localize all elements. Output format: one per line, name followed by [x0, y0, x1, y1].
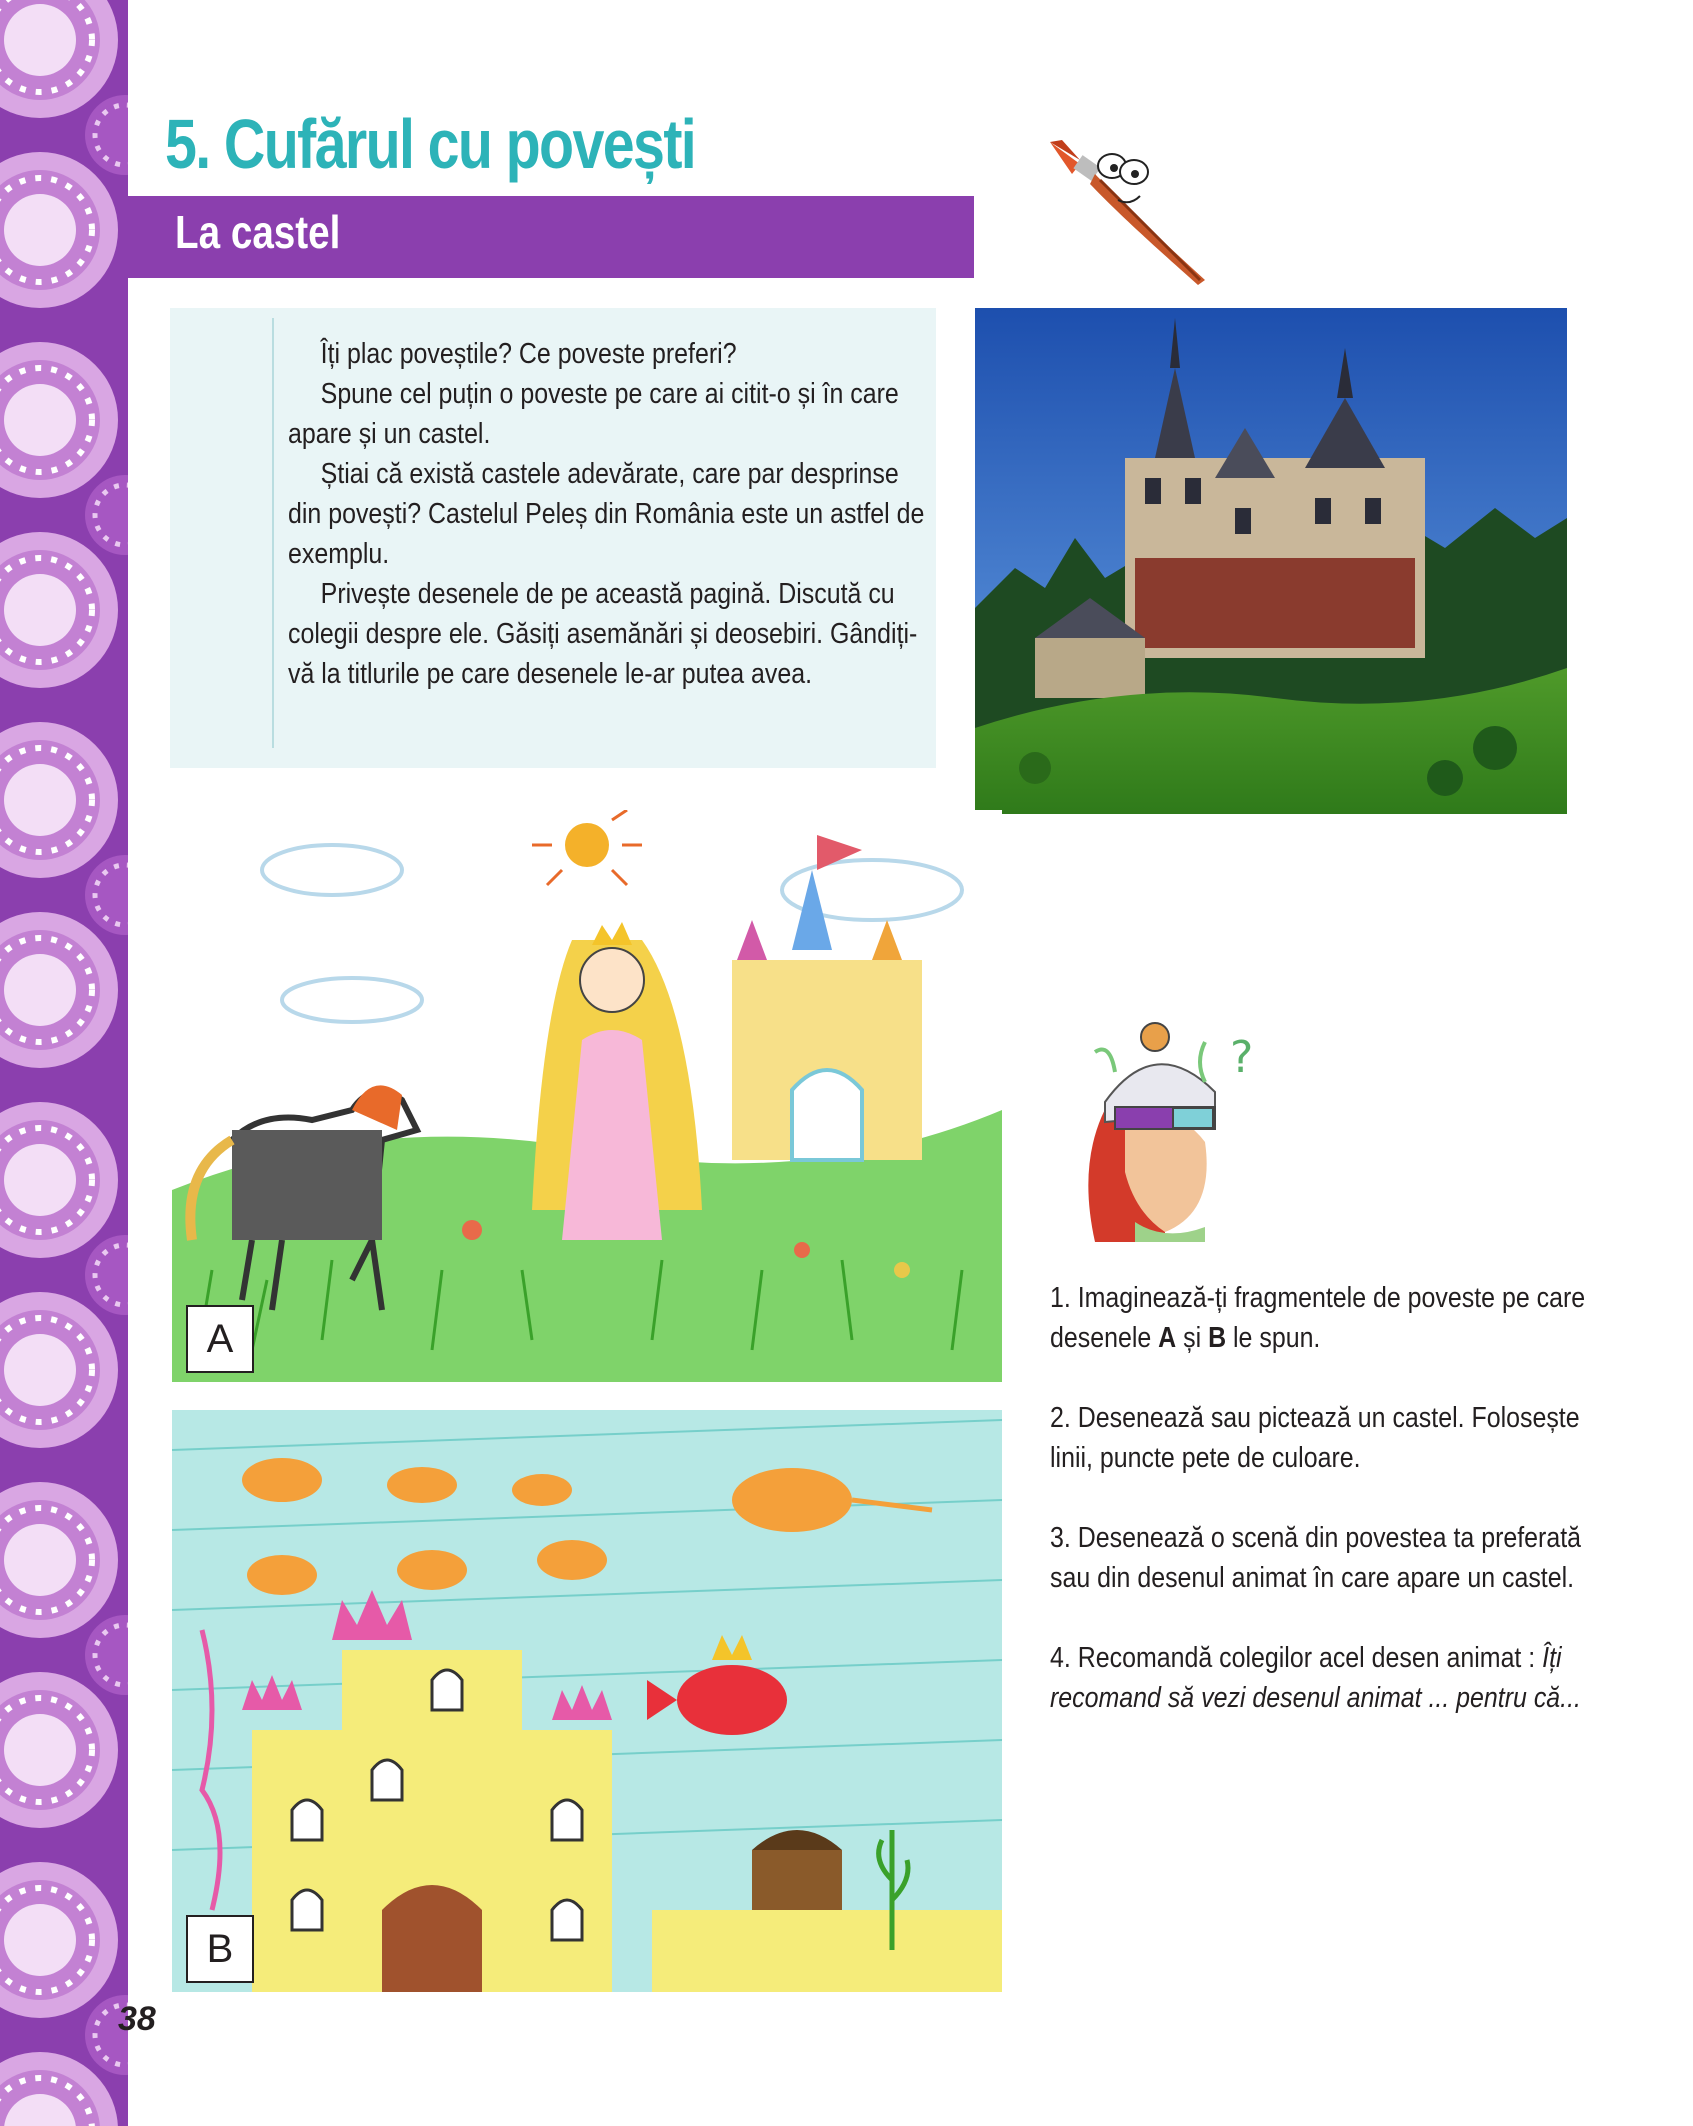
decorative-strip [0, 0, 128, 2126]
task-item: 3. Desenează o scenă din povestea ta preferată sau din desenul animat în care apare un castel. [1050, 1522, 1582, 1594]
section-subtitle: La castel [175, 206, 341, 258]
intro-paragraph: Știai că există castele adevărate, care par desprinse din povești? Castelul Peleș din România este un astfel de exemplu. [288, 458, 925, 570]
paintbrush-mascot-icon [1040, 130, 1220, 295]
task-item: 1. Imaginează-ți fragmentele de poveste pe care desenele A și B le spun. [1050, 1282, 1586, 1354]
intro-divider-line [272, 318, 274, 748]
peles-castle-photo [975, 308, 1567, 814]
thinking-girl-icon [1055, 1012, 1275, 1247]
intro-paragraph: Privește desenele de pe această pagină. Discută cu colegii despre ele. Găsiți asemănări și deosebiri. Gândiți-vă la titlurile pe care desenele le-ar putea avea. [288, 578, 918, 690]
childrens-drawing-b [172, 1410, 1002, 1992]
drawing-a-label: A [186, 1305, 254, 1373]
task-item: 2. Desenează sau pictează un castel. Folosește linii, puncte pete de culoare. [1050, 1402, 1580, 1474]
task-list [1050, 1278, 1600, 1758]
page-title: 5. Cufărul cu povești [165, 105, 696, 183]
intro-text [288, 334, 924, 694]
intro-paragraph: Spune cel puțin o poveste pe care ai citit-o și în care apare și un castel. [288, 378, 899, 450]
drawing-b-label: B [186, 1915, 254, 1983]
intro-paragraph: Îți plac poveștile? Ce poveste preferi? [320, 338, 737, 370]
svg-text:?: ? [1230, 1032, 1254, 1083]
childrens-drawing-a [172, 810, 1002, 1382]
task-item: 4. Recomandă colegilor acel desen animat : Îți recomand să vezi desenul animat ... pentru că... [1050, 1642, 1581, 1714]
page-number: 38 [118, 2000, 156, 2038]
